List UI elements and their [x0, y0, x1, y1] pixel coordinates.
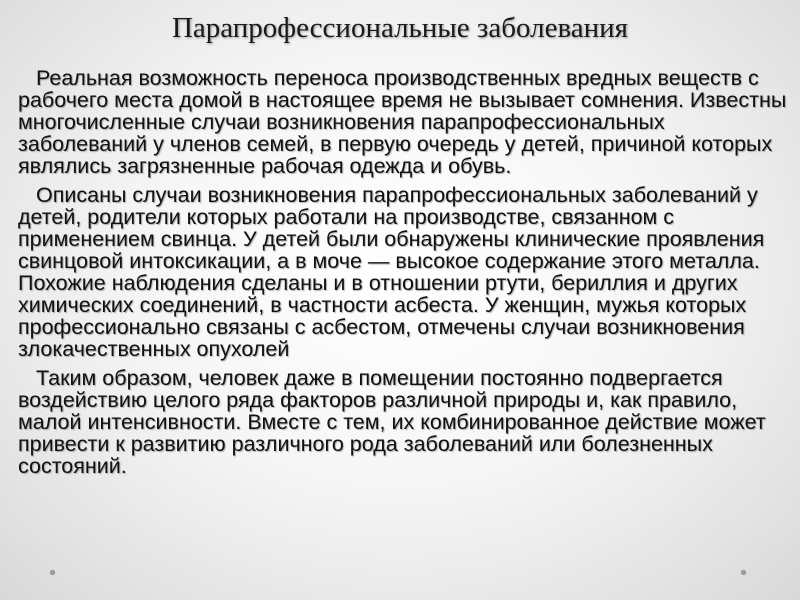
slide-body	[18, 67, 790, 477]
paragraph-3: Таким образом, человек даже в помещении постоянно подвергается воздействию целого ряда факторов различной природы и, как правило, малой интенсивности. Вместе с тем, их комбинированное действие может привести к развитию различного рода заболеваний или болезненных состояний.	[18, 366, 766, 478]
decorative-dot-left	[50, 570, 55, 575]
paragraph-1: Реальная возможность переноса производственных вредных веществ с рабочего места домой в настоящее время не вызывает сомнения. Известны многочисленные случаи возникновения парапрофессиональных заболеваний у членов семей, в первую очередь у детей, причиной которых являлись загрязненные рабочая одежда и обувь.	[18, 66, 787, 178]
decorative-dot-right	[741, 570, 746, 575]
slide-title: Парапрофессиональные заболевания	[171, 12, 629, 44]
paragraph-2: Описаны случаи возникновения парапрофессиональных заболеваний у детей, родители которых работали на производстве, связанном с применением свинца. У детей были обнаружены клинические проявления свинцовой интоксикации, а в моче — высокое содержание этого металла. Похожие наблюдения сделаны и в отношении ртути, бериллия и других химических соединений, в частности асбеста. У женщин, мужья которых профессионально связаны с асбестом, отмечены случаи возникновения злокачественных опухолей	[18, 183, 765, 361]
